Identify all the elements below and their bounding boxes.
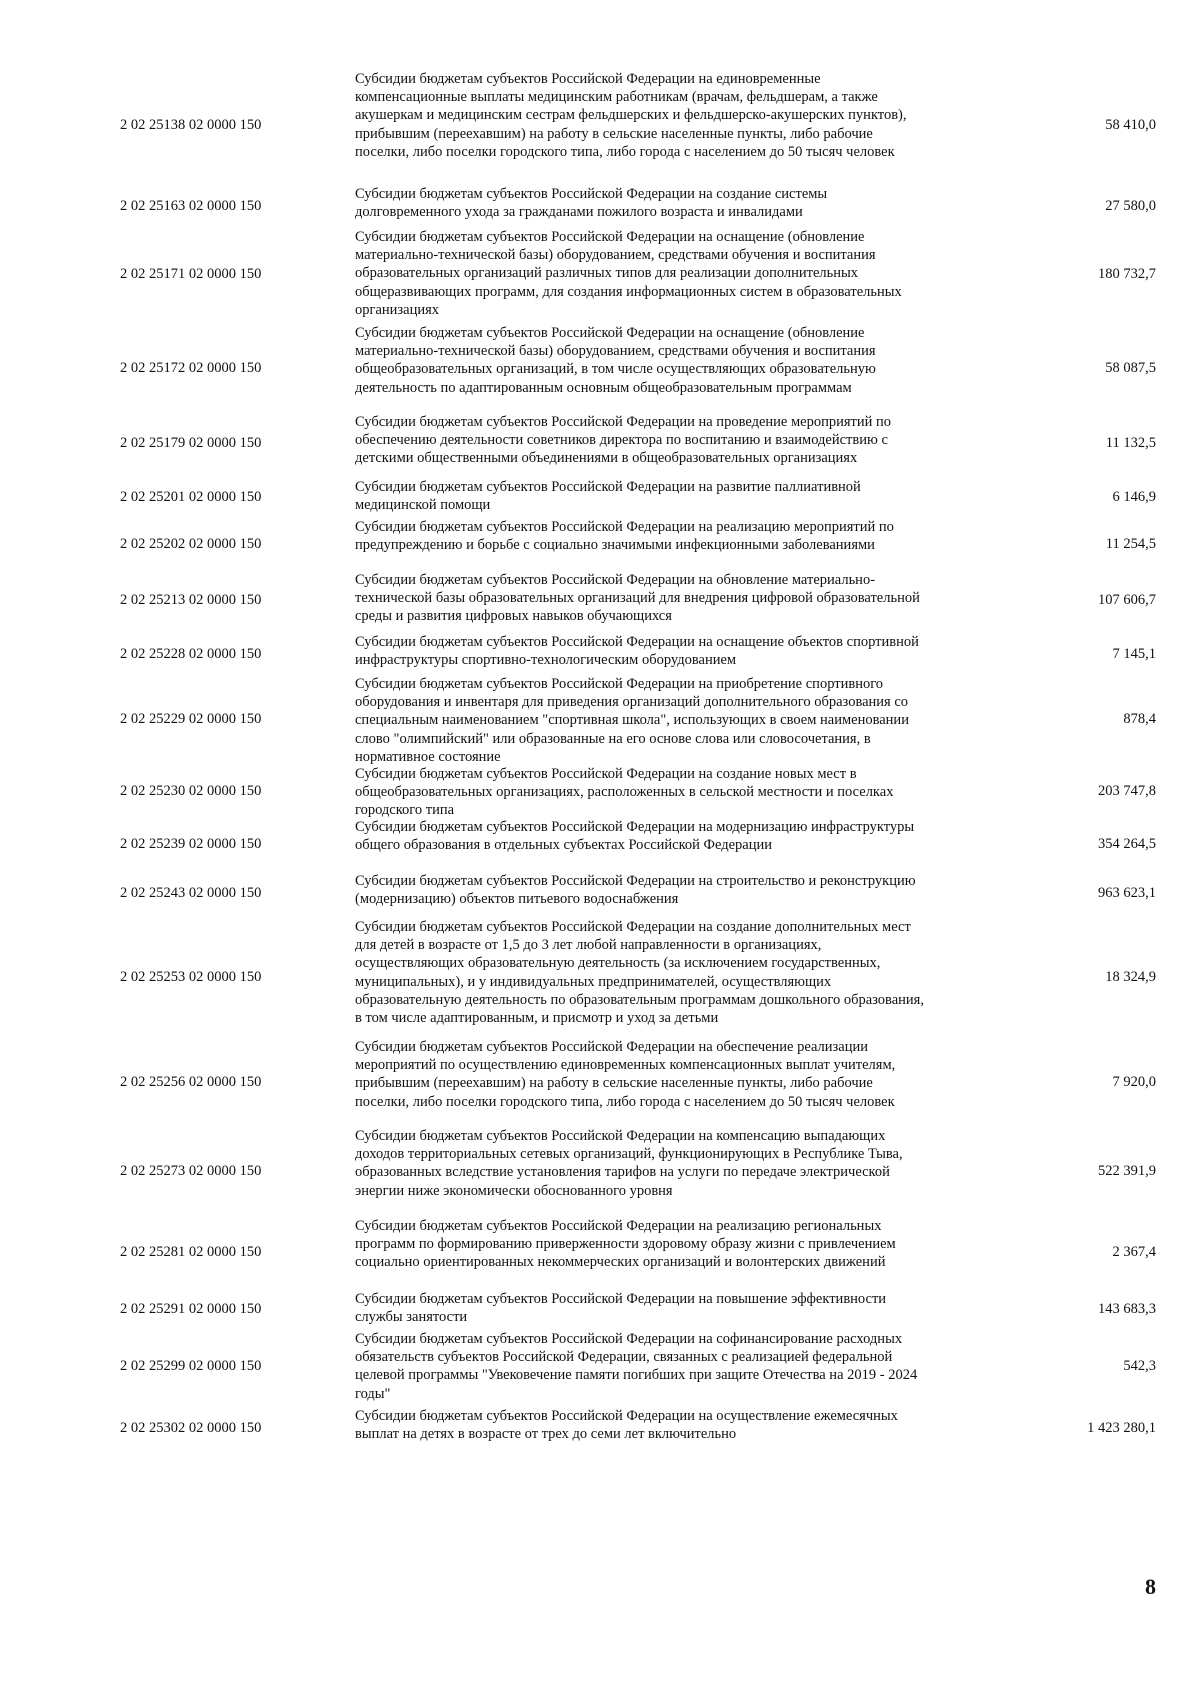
table-row [0,518,1200,570]
table-row [0,1127,1200,1215]
row-description: Субсидии бюджетам субъектов Российской Федерации на оснащение (обновление материально-технической базы) оборудованием, средствами обучения и воспитания образовательных организаций различных типов для реализации дополнительных общеразвивающих программ, для создания информационных систем в образовательных организациях [355,229,902,318]
table-row [0,872,1200,914]
row-amount: 11 254,5 [1105,536,1156,552]
table-row [0,478,1200,516]
table-row [0,228,1200,320]
row-amount: 7 145,1 [1112,646,1156,662]
table-row [0,765,1200,817]
row-amount: 143 683,3 [1098,1301,1156,1317]
row-code: 2 02 25163 02 0000 150 [120,198,262,214]
row-code: 2 02 25229 02 0000 150 [120,711,262,727]
row-code: 2 02 25291 02 0000 150 [120,1301,262,1317]
row-code: 2 02 25273 02 0000 150 [120,1163,262,1179]
row-amount: 963 623,1 [1098,885,1156,901]
row-description: Субсидии бюджетам субъектов Российской Федерации на оснащение объектов спортивной инфраструктуры спортивно-технологическим оборудованием [355,634,919,669]
row-description: Субсидии бюджетам субъектов Российской Федерации на осуществление ежемесячных выплат на детях в возрасте от трех до семи лет включительно [355,1408,898,1443]
row-code: 2 02 25299 02 0000 150 [120,1358,262,1374]
table-row [0,413,1200,473]
row-amount: 354 264,5 [1098,836,1156,852]
row-code: 2 02 25230 02 0000 150 [120,783,262,799]
row-code: 2 02 25302 02 0000 150 [120,1420,262,1436]
row-description: Субсидии бюджетам субъектов Российской Федерации на реализацию мероприятий по предупреждению и борьбе с социально значимыми инфекционными заболеваниями [355,519,894,554]
row-code: 2 02 25239 02 0000 150 [120,836,262,852]
row-code: 2 02 25171 02 0000 150 [120,266,262,282]
table-row [0,1290,1200,1328]
row-description: Субсидии бюджетам субъектов Российской Федерации на софинансирование расходных обязательств субъектов Российской Федерации, связанных с реализацией федеральной целевой программы "Увековечение памяти погибших при защите Отечества на 2019 - 2024 годы" [355,1331,918,1402]
row-description: Субсидии бюджетам субъектов Российской Федерации на приобретение спортивного оборудования и инвентаря для приведения организаций дополнительного образования со специальным наименованием "спортивная школа", использующих в своем наименовании слово "олимпийский" или образованные на его основе слова или словосочетания, в нормативное состояние [355,676,909,765]
row-description: Субсидии бюджетам субъектов Российской Федерации на развитие паллиативной медицинской помощи [355,479,861,514]
row-description: Субсидии бюджетам субъектов Российской Федерации на единовременные компенсационные выплаты медицинским работникам (врачам, фельдшерам, а также акушеркам и медицинским сестрам фельдшерских и фельдшерско-акушерских пунктов), прибывшим (переехавшим) на работу в сельские населенные пункты, либо рабочие поселки, либо поселки городского типа, либо города с населением до 50 тысяч человек [355,71,907,160]
row-code: 2 02 25256 02 0000 150 [120,1074,262,1090]
row-amount: 542,3 [1123,1358,1156,1374]
row-description: Субсидии бюджетам субъектов Российской Федерации на оснащение (обновление материально-технической базы) оборудованием, средствами обучения и воспитания общеобразовательных организаций, в том числе осуществляющих образовательную деятельность по адаптированным основным общеобразовательным программам [355,325,876,396]
row-amount: 878,4 [1123,711,1156,727]
row-amount: 11 132,5 [1105,435,1156,451]
row-code: 2 02 25201 02 0000 150 [120,489,262,505]
row-description: Субсидии бюджетам субъектов Российской Федерации на компенсацию выпадающих доходов территориальных сетевых организаций, функционирующих в Республике Тыва, образованных вследствие установления тарифов на услуги по передаче электрической энергии ниже экономически обоснованного уровня [355,1128,903,1199]
row-amount: 1 423 280,1 [1087,1420,1156,1436]
row-description: Субсидии бюджетам субъектов Российской Федерации на реализацию региональных программ по формированию приверженности здоровому образу жизни с привлечением социально ориентированных некоммерческих организаций и волонтерских движений [355,1218,896,1271]
table-row [0,571,1200,628]
row-amount: 2 367,4 [1112,1244,1156,1260]
row-amount: 6 146,9 [1112,489,1156,505]
table-row [0,633,1200,675]
row-description: Субсидии бюджетам субъектов Российской Федерации на проведение мероприятий по обеспечению деятельности советников директора по воспитанию и взаимодействию с детскими общественными объединениями в общеобразовательных организациях [355,414,892,467]
row-code: 2 02 25138 02 0000 150 [120,117,262,133]
row-code: 2 02 25281 02 0000 150 [120,1244,262,1260]
row-amount: 180 732,7 [1098,266,1156,282]
row-amount: 58 087,5 [1105,360,1156,376]
row-amount: 522 391,9 [1098,1163,1156,1179]
table-row [0,70,1200,180]
table-row [0,818,1200,870]
table-row [0,1330,1200,1402]
row-code: 2 02 25172 02 0000 150 [120,360,262,376]
row-amount: 27 580,0 [1105,198,1156,214]
row-description: Субсидии бюджетам субъектов Российской Федерации на строительство и реконструкцию (модернизацию) объектов питьевого водоснабжения [355,873,916,908]
row-description: Субсидии бюджетам субъектов Российской Федерации на модернизацию инфраструктуры общего образования в отдельных субъектах Российской Федерации [355,819,915,854]
row-description: Субсидии бюджетам субъектов Российской Федерации на обеспечение реализации мероприятий по осуществлению единовременных компенсационных выплат учителям, прибывшим (переехавшим) на работу в сельские населенные пункты, либо рабочие поселки, либо поселки городского типа, либо города с населением до 50 тысяч человек [355,1039,896,1110]
table-row [0,675,1200,763]
row-code: 2 02 25243 02 0000 150 [120,885,262,901]
row-description: Субсидии бюджетам субъектов Российской Федерации на обновление материально-технической базы образовательных организаций для внедрения цифровой образовательной среды и развития цифровых навыков обучающихся [355,572,920,625]
row-amount: 18 324,9 [1105,969,1156,985]
table-row [0,185,1200,227]
table-row [0,918,1200,1036]
row-amount: 107 606,7 [1098,591,1156,608]
row-description: Субсидии бюджетам субъектов Российской Федерации на повышение эффективности службы занятости [355,1291,887,1326]
row-description: Субсидии бюджетам субъектов Российской Федерации на создание дополнительных мест для детей в возрасте от 1,5 до 3 лет любой направленности в организациях, осуществляющих образовательную деятельность (за исключением государственных, муниципальных), и у индивидуальных предпринимателей, осуществляющих образовательную деятельность по образовательным программам дошкольного образования, в том числе адаптированным, и присмотр и уход за детьми [355,919,924,1027]
row-code: 2 02 25228 02 0000 150 [120,646,262,662]
table-row [0,1407,1200,1449]
row-code: 2 02 25213 02 0000 150 [120,591,262,608]
row-amount: 203 747,8 [1098,783,1156,799]
row-description: Субсидии бюджетам субъектов Российской Федерации на создание системы долговременного ухода за гражданами пожилого возраста и инвалидами [355,186,828,221]
table-row [0,1217,1200,1287]
table-row [0,1038,1200,1126]
row-code: 2 02 25179 02 0000 150 [120,435,262,451]
row-code: 2 02 25202 02 0000 150 [120,536,262,552]
table-row [0,324,1200,412]
row-amount: 7 920,0 [1112,1074,1156,1090]
row-code: 2 02 25253 02 0000 150 [120,969,262,985]
row-amount: 58 410,0 [1105,117,1156,133]
row-description: Субсидии бюджетам субъектов Российской Федерации на создание новых мест в общеобразовательных организациях, расположенных в сельской местности и поселках городского типа [355,766,894,819]
page-number: 8 [1145,1574,1156,1599]
